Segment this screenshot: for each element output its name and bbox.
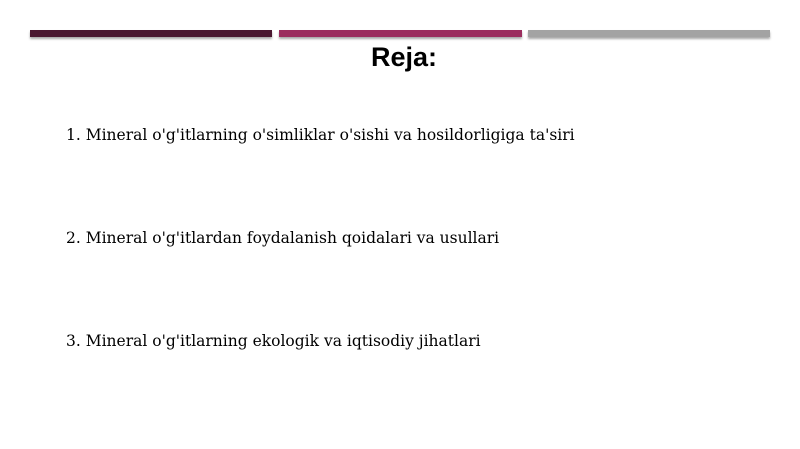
decorative-bar-gray bbox=[528, 30, 770, 37]
decorative-bar-magenta bbox=[279, 30, 522, 37]
plan-item-1: 1. Mineral o'g'itlarning o'simliklar o'sishi va hosildorligiga ta'siri bbox=[66, 126, 575, 144]
plan-item-2: 2. Mineral o'g'itlardan foydalanish qoidalari va usullari bbox=[66, 229, 500, 247]
decorative-bar-dark bbox=[30, 30, 272, 37]
plan-item-3: 3. Mineral o'g'itlarning ekologik va iqtisodiy jihatlari bbox=[66, 332, 481, 350]
slide-title: Reja: bbox=[370, 42, 438, 72]
